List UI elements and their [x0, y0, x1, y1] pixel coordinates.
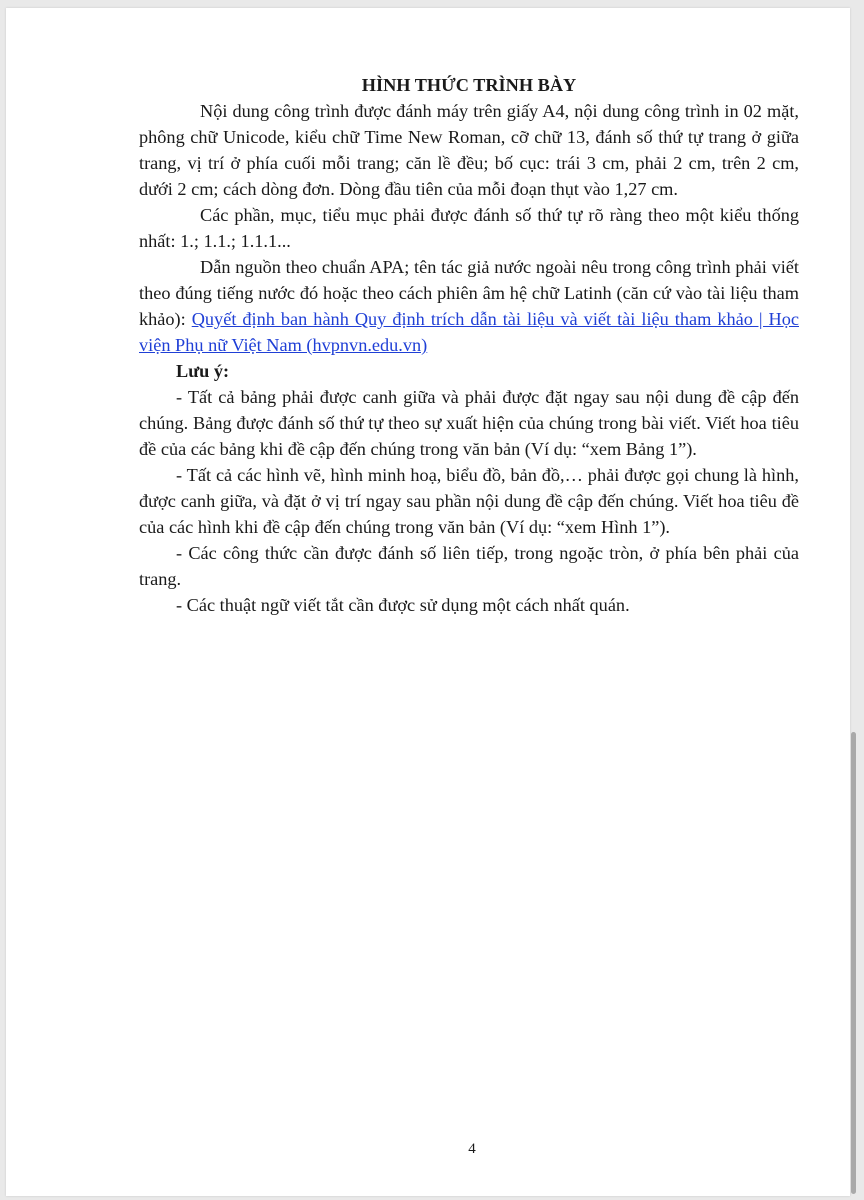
page-number: 4 [468, 1141, 476, 1157]
citation-text: Dẫn nguồn theo chuẩn APA; tên tác giả nước ngoài nêu trong công trình phải viết theo đúng tiếng nước đó hoặc theo cách phiên âm hệ chữ Latinh (căn cứ vào tài liệu tham khảo): [139, 257, 799, 329]
page-content [139, 72, 799, 618]
note-item-formulas: - Các công thức cần được đánh số liên tiếp, trong ngoặc tròn, ở phía bên phải của trang. [139, 543, 799, 589]
citation-guideline-link[interactable]: Quyết định ban hành Quy định trích dẫn tài liệu và viết tài liệu tham khảo | Học viện Phụ nữ Việt Nam (hvpnvn.edu.vn) [139, 309, 799, 355]
note-item-tables: - Tất cả bảng phải được canh giữa và phải được đặt ngay sau nội dung đề cập đến chúng. Bảng được đánh số thứ tự theo sự xuất hiện của chúng trong bài viết. Viết hoa tiêu đề của các bảng khi đề cập đến chúng trong văn bản (Ví dụ: “xem Bảng 1”). [139, 387, 799, 459]
vertical-scrollbar[interactable] [851, 732, 856, 1194]
paragraph-citation [139, 254, 799, 358]
page-title: HÌNH THỨC TRÌNH BÀY [361, 75, 577, 95]
paragraph-format: Nội dung công trình được đánh máy trên giấy A4, nội dung công trình in 02 mặt, phông chữ Unicode, kiểu chữ Time New Roman, cỡ chữ 13, đánh số thứ tự trang ở giữa trang, vị trí ở phía cuối mỗi trang; căn lề đều; bố cục: trái 3 cm, phải 2 cm, trên 2 cm, dưới 2 cm; cách dòng đơn. Dòng đầu tiên của mỗi đoạn thụt vào 1,27 cm. [139, 101, 799, 199]
note-heading: Lưu ý: [176, 361, 230, 381]
note-item-abbreviations: - Các thuật ngữ viết tắt cần được sử dụng một cách nhất quán. [176, 595, 630, 615]
paragraph-numbering: Các phần, mục, tiểu mục phải được đánh số thứ tự rõ ràng theo một kiểu thống nhất: 1.; 1.1.; 1.1.1... [139, 205, 799, 251]
note-item-figures: - Tất cả các hình vẽ, hình minh hoạ, biểu đồ, bản đồ,… phải được gọi chung là hình, được canh giữa, và đặt ở vị trí ngay sau phần nội dung đề cập đến chúng. Viết hoa tiêu đề của các hình khi đề cập đến chúng trong văn bản (Ví dụ: “xem Hình 1”). [139, 465, 799, 537]
